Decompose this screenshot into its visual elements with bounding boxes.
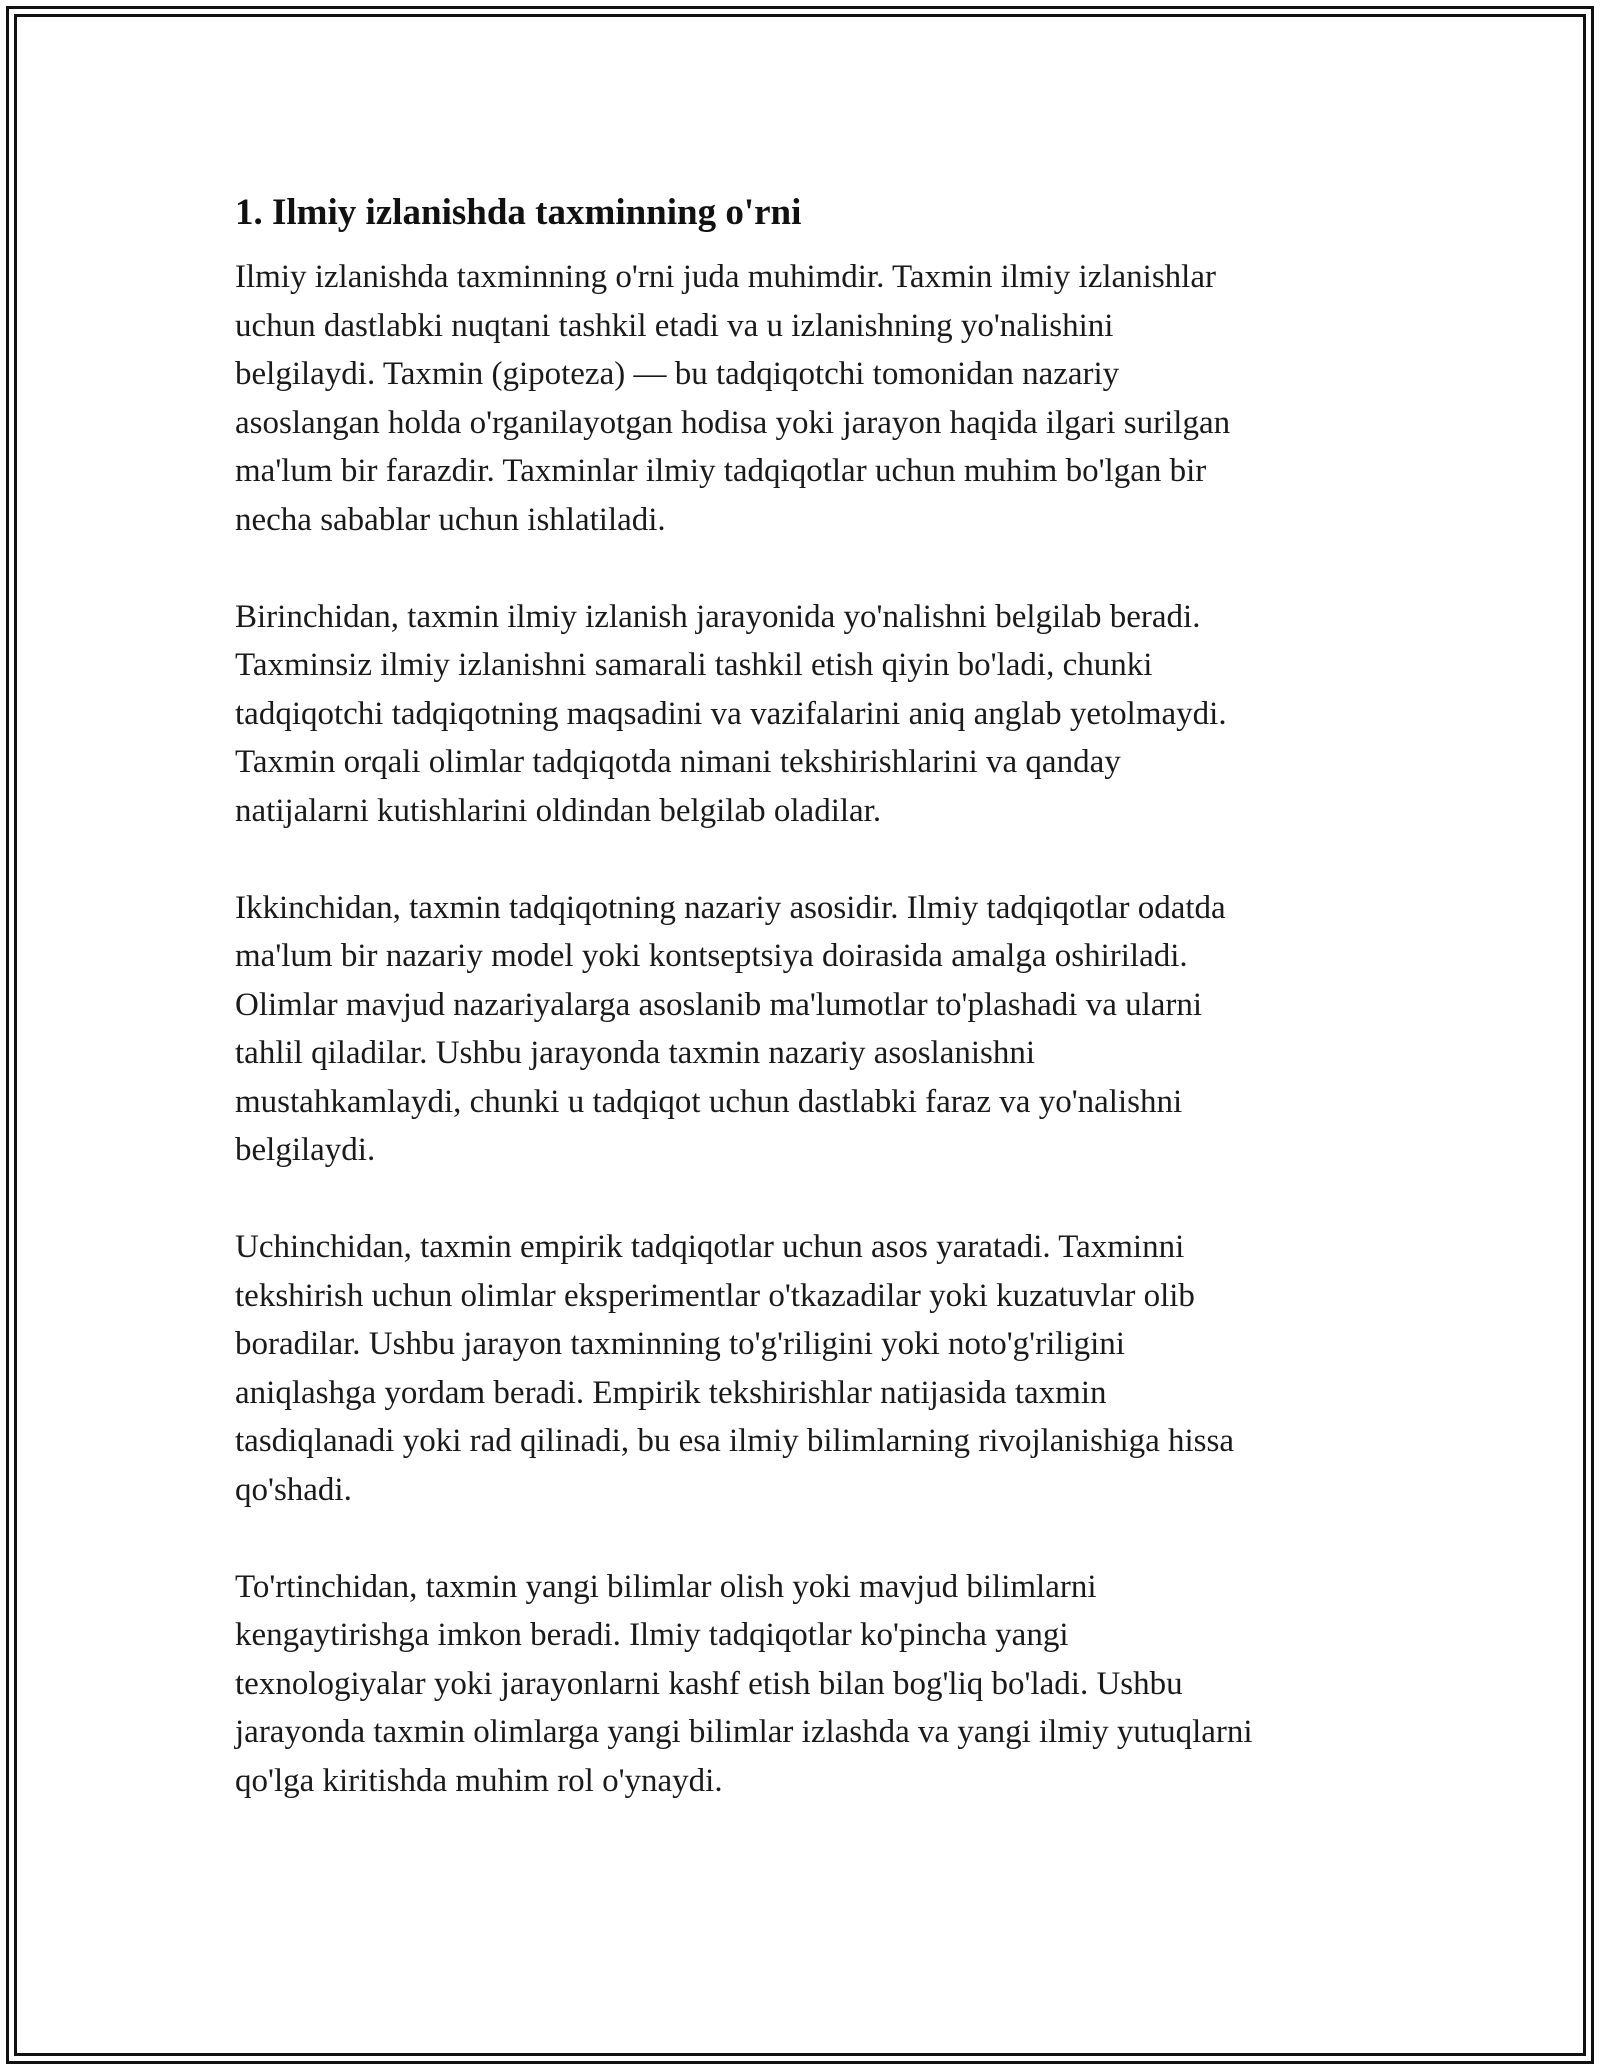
text-line: Birinchidan, taxmin ilmiy izlanish jarayonida yo'nalishni belgilab beradi. <box>235 598 1201 635</box>
text-line: jarayonda taxmin olimlarga yangi bilimlar izlashda va yangi ilmiy yutuqlarni <box>235 1714 1253 1750</box>
text-line: texnologiyalar yoki jarayonlarni kashf etish bilan bog'liq bo'ladi. Ushbu <box>235 1665 1183 1702</box>
text-line: boradilar. Ushbu jarayon taxminning to'g'riligini yoki noto'g'riligini <box>235 1326 1125 1362</box>
paragraph-third <box>235 1223 1385 1514</box>
text-line: tasdiqlanadi yoki rad qilinadi, bu esa ilmiy bilimlarning rivojlanishiga hissa <box>235 1423 1235 1459</box>
text-line: belgilaydi. <box>235 1132 376 1168</box>
text-line: Taxminsiz ilmiy izlanishni samarali tashkil etish qiyin bo'ladi, chunki <box>235 647 1153 683</box>
text-line: ma'lum bir farazdir. Taxminlar ilmiy tadqiqotlar uchun muhim bo'lgan bir <box>235 453 1207 489</box>
text-line: qo'lga kiritishda muhim rol o'ynaydi. <box>235 1762 723 1799</box>
document-body <box>235 185 1385 1854</box>
text-line: Olimlar mavjud nazariyalarga asoslanib ma'lumotlar to'plashadi va ularni <box>235 986 1203 1023</box>
text-line: mustahkamlaydi, chunki u tadqiqot uchun dastlabki faraz va yo'nalishni <box>235 1083 1183 1120</box>
text-line: necha sabablar uchun ishlatiladi. <box>235 501 666 538</box>
text-line: Ikkinchidan, taxmin tadqiqotning nazariy asosidir. Ilmiy tadqiqotlar odatda <box>235 889 1226 926</box>
paragraph-first <box>235 593 1385 836</box>
text-line: aniqlashga yordam beradi. Empirik tekshirishlar natijasida taxmin <box>235 1374 1107 1411</box>
text-line: Ilmiy izlanishda taxminning o'rni juda muhimdir. Taxmin ilmiy izlanishlar <box>235 259 1216 295</box>
section-heading: 1. Ilmiy izlanishda taxminning o'rni <box>235 192 802 233</box>
text-line: tadqiqotchi tadqiqotning maqsadini va vazifalarini aniq anglab yetolmaydi. <box>235 695 1227 732</box>
text-line: belgilaydi. Taxmin (gipoteza) — bu tadqiqotchi tomonidan nazariy <box>235 356 1120 392</box>
text-line: To'rtinchidan, taxmin yangi bilimlar olish yoki mavjud bilimlarni <box>235 1568 1097 1605</box>
text-line: Taxmin orqali olimlar tadqiqotda nimani tekshirishlarini va qanday <box>235 744 1121 780</box>
paragraph-fourth <box>235 1563 1385 1806</box>
paragraph-second <box>235 884 1385 1175</box>
text-line: tekshirish uchun olimlar eksperimentlar o'tkazadilar yoki kuzatuvlar olib <box>235 1277 1195 1314</box>
text-line: natijalarni kutishlarini oldindan belgilab oladilar. <box>235 792 882 829</box>
text-line: Uchinchidan, taxmin empirik tadqiqotlar uchun asos yaratadi. Taxminni <box>235 1229 1185 1265</box>
text-line: tahlil qiladilar. Ushbu jarayonda taxmin nazariy asoslanishni <box>235 1035 1036 1071</box>
text-line: qo'shadi. <box>235 1471 352 1508</box>
text-line: uchun dastlabki nuqtani tashkil etadi va u izlanishning yo'nalishini <box>235 307 1114 344</box>
text-line: kengaytirishga imkon beradi. Ilmiy tadqiqotlar ko'pincha yangi <box>235 1617 1069 1653</box>
text-line: ma'lum bir nazariy model yoki kontseptsiya doirasida amalga oshiriladi. <box>235 938 1188 974</box>
paragraph-intro <box>235 253 1385 544</box>
text-line: asoslangan holda o'rganilayotgan hodisa yoki jarayon haqida ilgari surilgan <box>235 404 1231 441</box>
